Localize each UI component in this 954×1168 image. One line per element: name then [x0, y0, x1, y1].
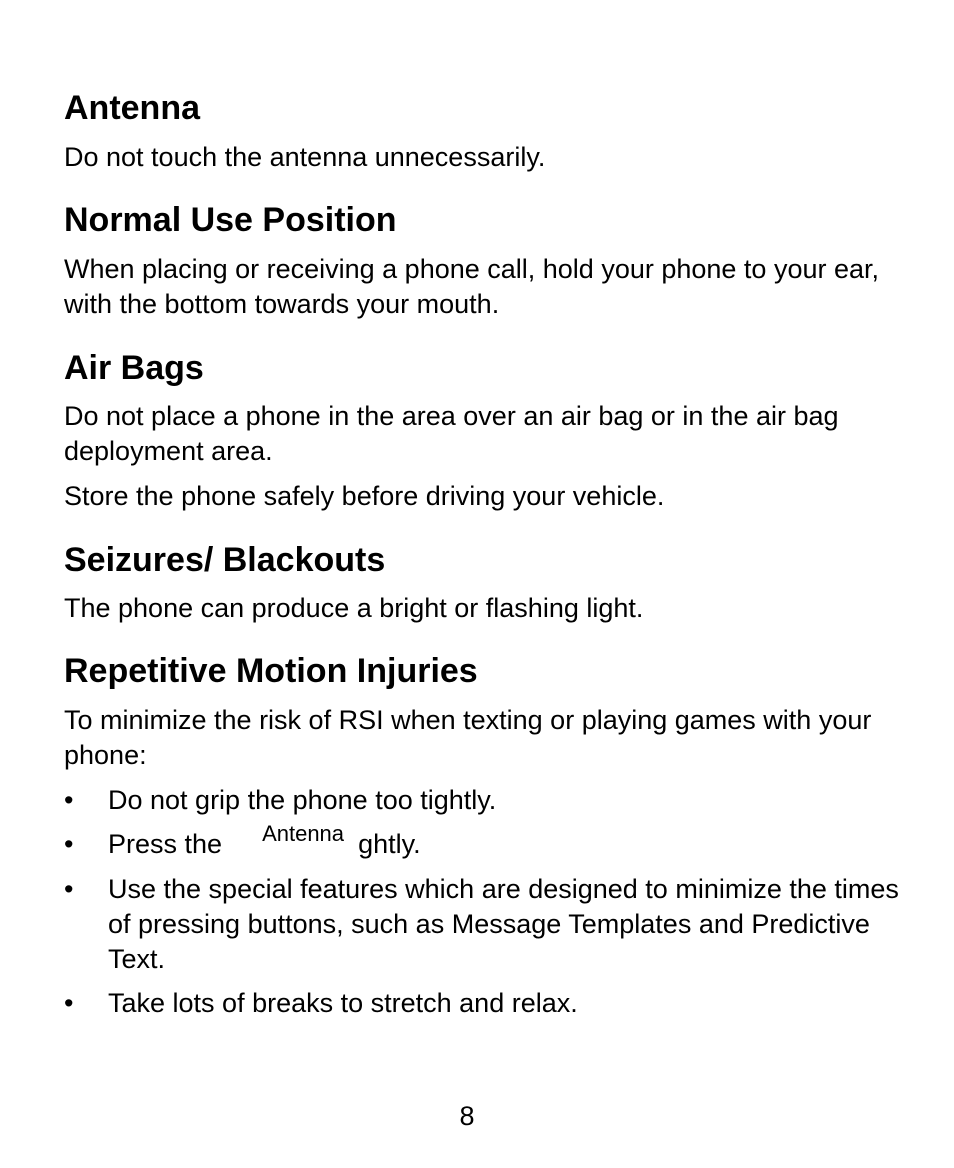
heading-normal-use-position: Normal Use Position	[64, 201, 397, 239]
paragraph-normal-use-position: When placing or receiving a phone call, hold your phone to your ear, with the bottom towards your mouth.	[64, 254, 880, 319]
list-item-text: Do not grip the phone too tightly.	[108, 785, 497, 815]
paragraph-air-bags-1: Do not place a phone in the area over an air bag or in the air bag deployment area.	[64, 401, 839, 466]
paragraph-antenna: Do not touch the antenna unnecessarily.	[64, 142, 546, 172]
bullet-marker: •	[64, 785, 74, 815]
heading-antenna: Antenna	[64, 89, 200, 127]
list-item	[64, 783, 904, 818]
list-item-text: Take lots of breaks to stretch and relax.	[108, 988, 578, 1018]
heading-repetitive-motion-injuries: Repetitive Motion Injuries	[64, 652, 478, 690]
list-item	[64, 986, 904, 1021]
bullet-marker: •	[64, 988, 74, 1018]
list-item	[64, 872, 904, 977]
heading-air-bags: Air Bags	[64, 349, 204, 387]
overlay-label-box	[222, 821, 358, 862]
list-item-text: Use the special features which are designed to minimize the times of pressing buttons, such as Message Templates and Predictive Text.	[108, 874, 899, 974]
paragraph-seizures-blackouts: The phone can produce a bright or flashing light.	[64, 593, 644, 623]
list-item	[64, 821, 904, 862]
paragraph-repetitive-motion-injuries: To minimize the risk of RSI when texting or playing games with your phone:	[64, 705, 872, 770]
list-item-text-end: ghtly.	[358, 829, 421, 859]
overlay-label: Antenna	[262, 821, 345, 846]
list-item-text-start: Press the	[108, 829, 223, 859]
page-number: 8	[459, 1101, 475, 1131]
paragraph-air-bags-2: Store the phone safely before driving your vehicle.	[64, 481, 665, 511]
bullet-marker: •	[64, 874, 74, 904]
heading-seizures-blackouts: Seizures/ Blackouts	[64, 541, 386, 579]
bullet-marker: •	[64, 829, 74, 859]
list-item-text	[108, 821, 904, 862]
